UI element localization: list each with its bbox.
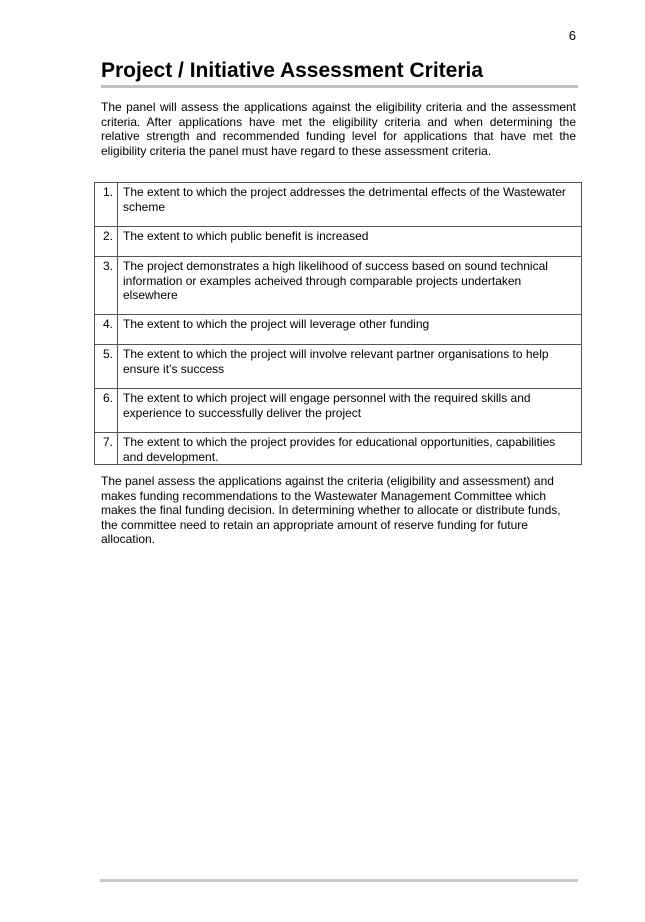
criteria-number: 1.: [95, 183, 118, 227]
footer-rule: [100, 879, 578, 882]
criteria-text: The extent to which public benefit is increased: [118, 227, 582, 257]
criteria-row: [95, 257, 582, 315]
criteria-row: [95, 345, 582, 389]
criteria-number: 3.: [95, 257, 118, 315]
criteria-number: 7.: [95, 433, 118, 465]
page-number: 6: [568, 28, 576, 43]
intro-paragraph: The panel will assess the applications against the eligibility criteria and the assessment criteria. After applications have met the eligibility criteria and when determining the relative strength and recommended funding level for applications that have met the eligibility criteria the panel must have regard to these assessment criteria.: [101, 100, 576, 158]
criteria-text: The extent to which the project provides for educational opportunities, capabilities and development.: [118, 433, 582, 465]
criteria-row: [95, 389, 582, 433]
criteria-text: The extent to which the project will involve relevant partner organisations to help ensure it’s success: [118, 345, 582, 389]
closing-paragraph: The panel assess the applications against the criteria (eligibility and assessment) and makes funding recommendations to the Wastewater Management Committee which makes the final funding decision. In determining whether to allocate or distribute funds, the committee need to retain an appropriate amount of reserve funding for future allocation.: [101, 474, 561, 546]
criteria-number: 6.: [95, 389, 118, 433]
criteria-text: The extent to which the project addresses the detrimental effects of the Wastewater scheme: [118, 183, 582, 227]
page-title: Project / Initiative Assessment Criteria: [101, 59, 484, 82]
criteria-text: The extent to which the project will leverage other funding: [118, 315, 582, 345]
criteria-text: The extent to which project will engage personnel with the required skills and experience to successfully deliver the project: [118, 389, 582, 433]
criteria-number: 2.: [95, 227, 118, 257]
criteria-row: [95, 315, 582, 345]
criteria-number: 4.: [95, 315, 118, 345]
criteria-text: The project demonstrates a high likelihood of success based on sound technical information or examples acheived through comparable projects undertaken elsewhere: [118, 257, 582, 315]
criteria-row: [95, 227, 582, 257]
title-underline: [101, 85, 578, 88]
criteria-number: 5.: [95, 345, 118, 389]
criteria-row: [95, 183, 582, 227]
assessment-criteria-table: [94, 182, 582, 465]
criteria-row: [95, 433, 582, 465]
